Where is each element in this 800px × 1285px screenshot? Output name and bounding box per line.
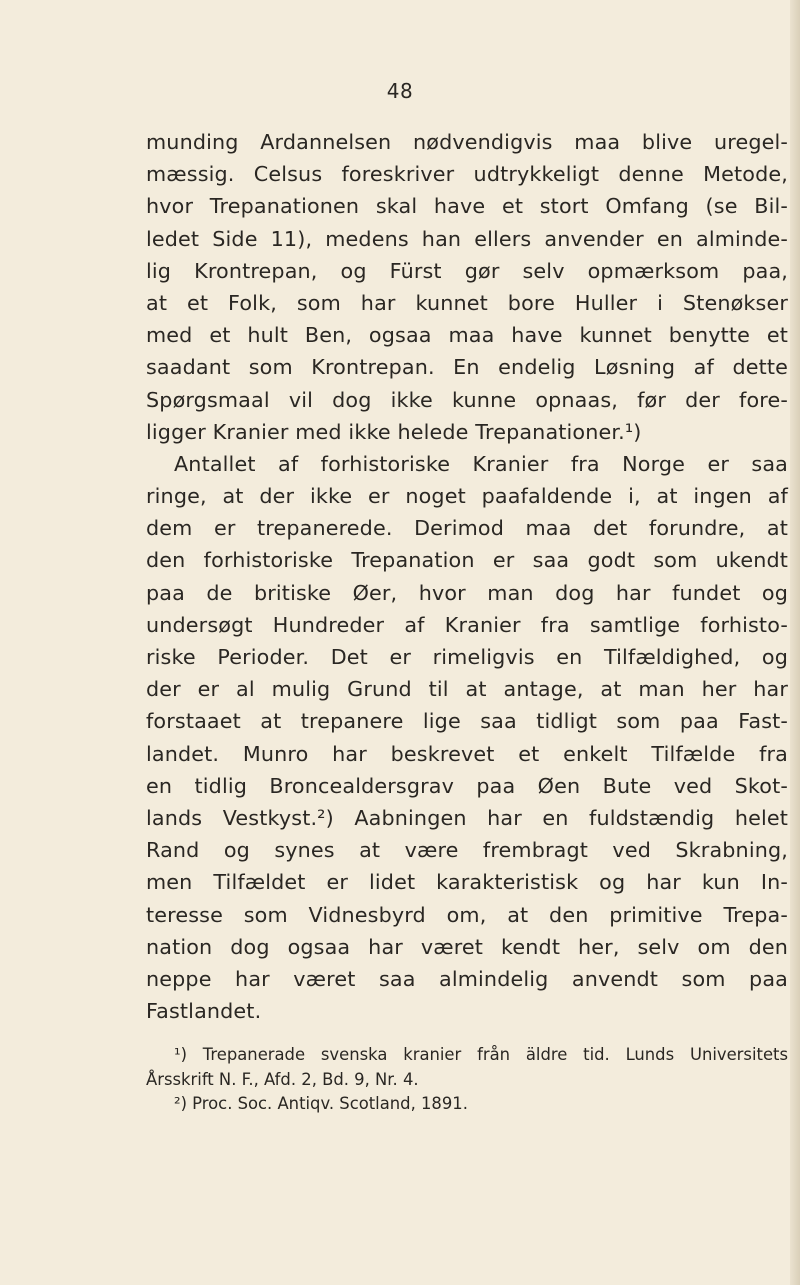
- text-line: nation dog ogsaa har været kendt her, selv om den: [146, 934, 788, 959]
- text-line: Rand og synes at være frembragt ved Skrabning,: [146, 838, 788, 863]
- text-line: hvor Trepanationen skal have et stort Omfang (se Bil-: [146, 194, 788, 219]
- page-number: 48: [386, 79, 414, 103]
- text-line: ringe, at der ikke er noget paafaldende i, at ingen af: [146, 484, 788, 509]
- text-line: paa de britiske Øer, hvor man dog har fundet og: [146, 580, 788, 605]
- text-line: ledet Side 11), medens han ellers anvender en alminde-: [146, 226, 788, 251]
- text-line: Spørgsmaal vil dog ikke kunne opnaas, før der fore-: [146, 387, 788, 412]
- text-line: teresse som Vidnesbyrd om, at den primitive Trepa-: [146, 902, 788, 927]
- text-line: landet. Munro har beskrevet et enkelt Tilfælde fra: [146, 741, 788, 766]
- text-line: med et hult Ben, ogsaa maa have kunnet benytte et: [146, 323, 788, 348]
- text-line: ligger Kranier med ikke helede Trepanationer.¹): [146, 419, 642, 444]
- text-line: der er al mulig Grund til at antage, at man her har: [146, 677, 788, 702]
- footnote-line: ¹) Trepanerade svenska kranier från äldre tid. Lunds Universitets: [174, 1045, 788, 1064]
- page-edge: [790, 0, 800, 1285]
- text-line: neppe har været saa almindelig anvendt som paa: [146, 966, 788, 991]
- text-line: forstaaet at trepanere lige saa tidligt som paa Fast-: [146, 709, 788, 734]
- footnotes: [146, 1043, 788, 1117]
- text-line: undersøgt Hundreder af Kranier fra samtlige forhisto-: [146, 612, 788, 637]
- text-line: riske Perioder. Det er rimeligvis en Tilfældighed, og: [146, 645, 788, 669]
- text-line: lands Vestkyst.²) Aabningen har en fuldstændig helet: [146, 805, 788, 830]
- text-line: dem er trepanerede. Derimod maa det forundre, at: [146, 516, 788, 541]
- footnote-line: Årsskrift N. F., Afd. 2, Bd. 9, Nr. 4.: [146, 1069, 419, 1089]
- text-line: den forhistoriske Trepanation er saa godt som ukendt: [146, 548, 788, 573]
- text-line: lig Krontrepan, og Fürst gør selv opmærksom paa,: [146, 258, 788, 283]
- text-line: mæssig. Celsus foreskriver udtrykkeligt denne Metode,: [146, 162, 788, 187]
- text-line: saadant som Krontrepan. En endelig Løsning af dette: [146, 355, 788, 380]
- text-line: munding Ardannelsen nødvendigvis maa blive uregel-: [146, 130, 788, 154]
- footnote-line: ²) Proc. Soc. Antiqv. Scotland, 1891.: [174, 1094, 468, 1113]
- text-line: men Tilfældet er lidet karakteristisk og har kun In-: [146, 870, 788, 895]
- text-line: Fastlandet.: [146, 999, 262, 1024]
- text-line: Antallet af forhistoriske Kranier fra Norge er saa: [174, 451, 788, 476]
- text-line: en tidlig Broncealdersgrav paa Øen Bute ved Skot-: [146, 773, 788, 798]
- body-text: [146, 126, 788, 1027]
- text-line: at et Folk, som har kunnet bore Huller i Stenøkser: [146, 290, 788, 315]
